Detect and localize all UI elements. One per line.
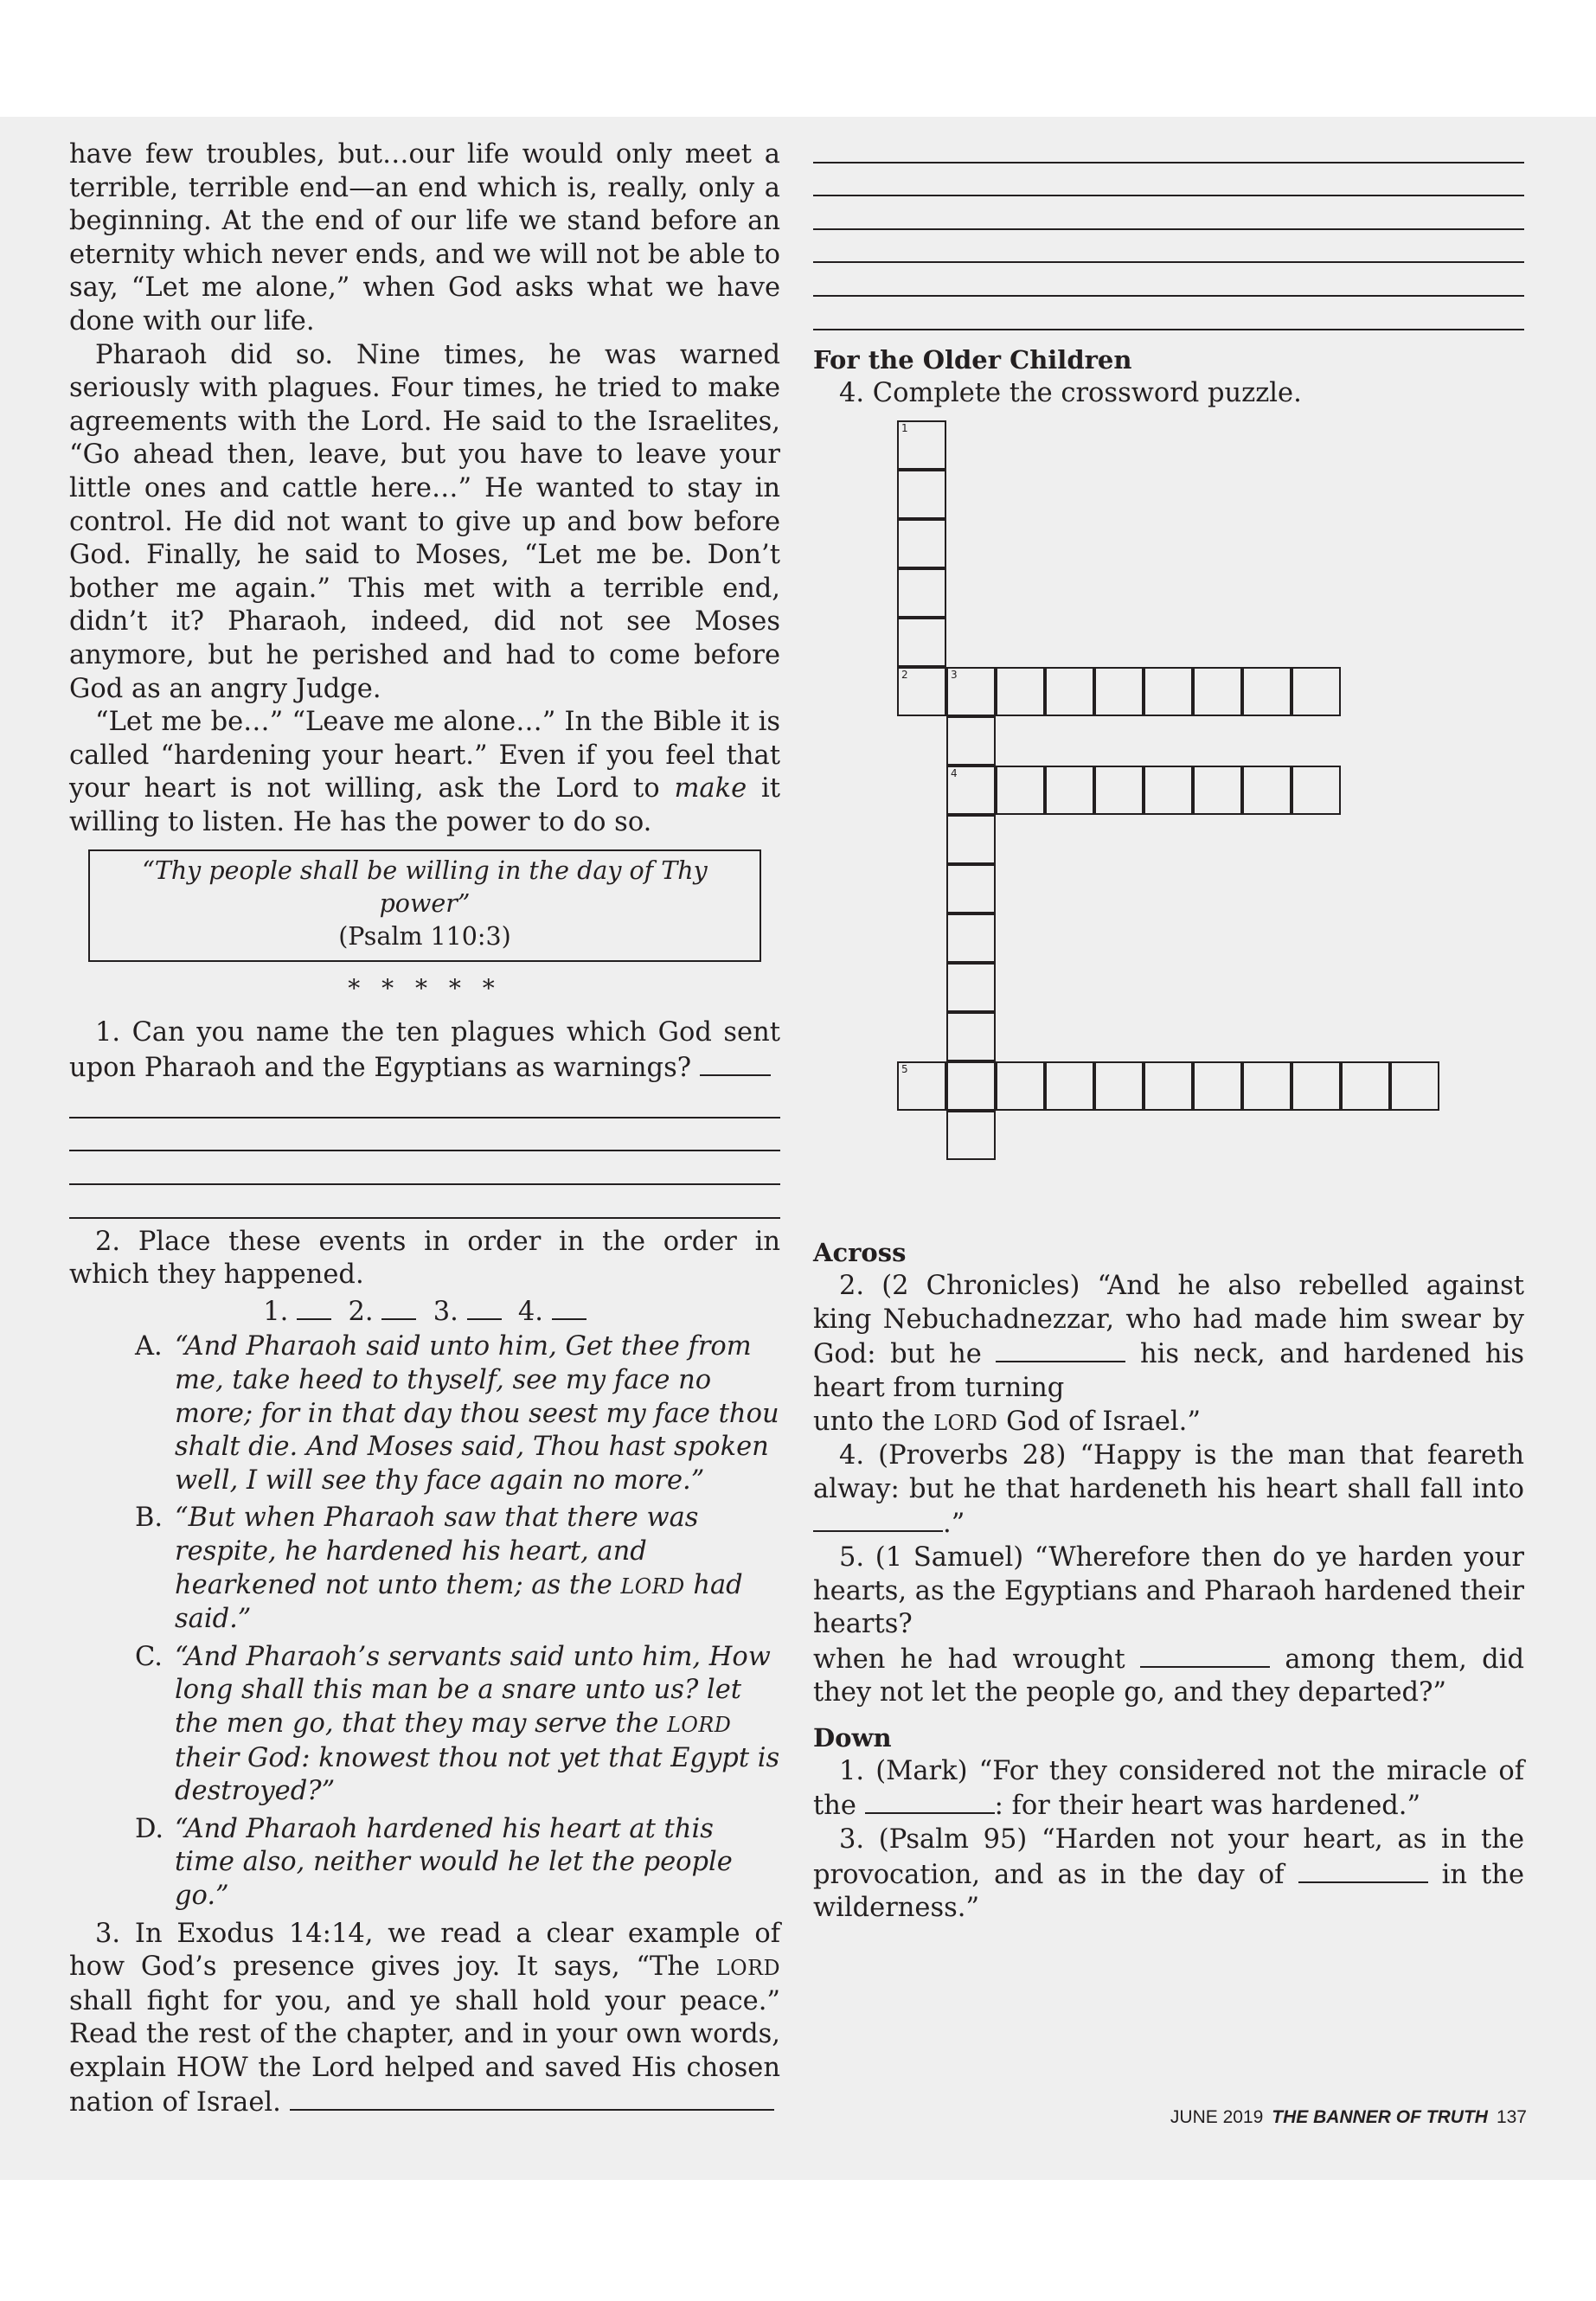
answer-line[interactable] [69,1085,780,1118]
crossword-cell[interactable] [897,618,946,667]
crossword-cell[interactable] [1193,1061,1242,1111]
event-option-a: A. “And Pharaoh said unto him, Get thee from me, take heed to thyself, see my face no more; for in that day thou seest my face thou shalt die. And Moses said, Thou hast spoken well, I will see thy face again no more.” [135,1331,779,1496]
order-blank-2[interactable] [381,1294,416,1320]
crossword-cell[interactable] [946,913,996,963]
clue-number: 1 [901,422,908,435]
crossword-cell[interactable] [1045,667,1094,716]
clue-blank[interactable] [1140,1642,1270,1668]
crossword-cell[interactable] [1242,667,1292,716]
crossword-cell[interactable] [946,1111,996,1160]
quote-reference: (Psalm 110:3) [338,922,511,952]
paragraph-troubles: have few troubles, but…our life would only meet a terrible, terrible end—an end which is, really, only a beginning. At the end of our life we stand before an eternity which never ends, and we will not be able to say, “Let me alone,” when God asks what we have done with our life. [69,139,780,336]
answer-line[interactable] [813,196,1524,230]
question-1: 1. Can you name the ten plagues which God sent upon Pharaoh and the Egyptians as warnings? [69,1017,780,1083]
crossword-cell[interactable] [1292,667,1341,716]
crossword-cell[interactable] [897,420,946,470]
across-heading: Across [813,1238,907,1268]
crossword-cell[interactable] [897,568,946,618]
crossword-cell[interactable] [1045,766,1094,815]
crossword-cell[interactable] [946,864,996,913]
magazine-name: THE BANNER OF TRUTH [1272,2107,1488,2127]
crossword-cell[interactable] [996,766,1045,815]
page-footer [1170,2107,1527,2128]
crossword-cell[interactable] [1144,1061,1193,1111]
crossword-cell[interactable] [1193,766,1242,815]
crossword-cell[interactable] [946,766,996,815]
crossword-cell[interactable] [1144,667,1193,716]
answer-line[interactable] [813,230,1524,264]
order-blank-4[interactable] [552,1294,586,1320]
clue-blank[interactable] [1298,1857,1428,1883]
answer-line[interactable] [69,1185,780,1219]
crossword-cell[interactable] [946,716,996,766]
crossword-cell[interactable] [996,667,1045,716]
answer-line[interactable] [813,163,1524,197]
order-blank-1[interactable] [297,1294,331,1320]
crossword-cell[interactable] [897,667,946,716]
quote-text: “Thy people shall be willing in the day of Thy power” [142,856,708,919]
answer-line[interactable] [813,130,1524,163]
scripture-quote-box [88,849,761,962]
crossword-cell[interactable] [1144,766,1193,815]
crossword-cell[interactable] [1045,1061,1094,1111]
paragraph-hardening: “Let me be…” “Leave me alone…” In the Bible it is called “hardening your heart.” Even if you feel that your heart is not willing, ask the Lord to make it willing to listen. He has the power to do so. [69,707,780,837]
clue-blank[interactable] [996,1336,1125,1362]
clue-number: 5 [901,1063,908,1076]
crossword-cell[interactable] [946,963,996,1012]
clue-down-3: 3. (Psalm 95) “Harden not your heart, as in the provocation, and as in the day of in the wilderness.” [813,1824,1524,1924]
paragraph-pharaoh: Pharaoh did so. Nine times, he was warned seriously with plagues. Four times, he tried to make agreements with the Lord. He said to the Israelites, “Go ahead then, leave, but you have to leave your little ones and cattle here…” He wanted to stay in control. He did not want to give up and bow before God. Finally, he said to Moses, “Let me be. Don’t bother me again.” This met with a terrible end, didn’t it? Pharaoh, indeed, did not see Moses anymore, but he perished and had to come before God as an angry Judge. [69,339,780,704]
answer-blank[interactable] [700,1050,771,1076]
event-option-b: B. “But when Pharaoh saw that there was respite, he hardened his heart, and hearkened not unto them; as the LORD had said.” [135,1503,743,1635]
crossword-cell[interactable] [946,667,996,716]
section-separator: * * * * * [348,974,502,1003]
question-4: 4. Complete the crossword puzzle. [839,377,1302,408]
answer-line[interactable] [69,1118,780,1152]
order-blank-3[interactable] [467,1294,502,1320]
clue-number: 4 [951,767,958,780]
event-options [69,1330,780,1913]
page-number: 137 [1496,2107,1527,2127]
event-option-d: D. “And Pharaoh hardened his heart at this time also, neither would he let the people go.” [135,1813,733,1911]
clue-across-2-continued: unto the LORD God of Israel.” [813,1406,1201,1437]
question-2: 2. Place these events in order in the order in which they happened. [69,1226,780,1291]
crossword-cell[interactable] [996,1061,1045,1111]
clue-blank[interactable] [865,1788,995,1814]
crossword-cell[interactable] [1242,766,1292,815]
crossword-cell[interactable] [946,1061,996,1111]
crossword-cell[interactable] [897,1061,946,1111]
clue-across-5-continued: when he had wrought among them, did they not let the people go, and they departed?” [813,1642,1524,1710]
crossword-cell[interactable] [1094,1061,1144,1111]
right-column [813,130,1524,1926]
clue-down-1: 1. (Mark) “For they considered not the miracle of the : for their heart was hardened.” [813,1755,1524,1822]
issue-date: JUNE 2019 [1170,2107,1264,2127]
answer-line[interactable] [813,297,1524,330]
crossword-grid [813,420,1524,1235]
crossword-cell[interactable] [897,470,946,519]
down-heading: Down [813,1722,892,1753]
crossword-cell[interactable] [1292,1061,1341,1111]
crossword-cell[interactable] [1341,1061,1390,1111]
order-answer-row: 1. 2. 3. 4. [69,1294,780,1330]
clue-across-5: 5. (1 Samuel) “Wherefore then do ye harden your hearts, as the Egyptians and Pharaoh hardened their hearts? [813,1541,1524,1640]
crossword-cell[interactable] [946,815,996,864]
left-column [69,138,780,2120]
answer-blank[interactable] [290,2085,774,2111]
answer-line[interactable] [69,1151,780,1185]
event-option-c: C. “And Pharaoh’s servants said unto him, How long shall this man be a snare unto us? let the men go, that they may serve the LORD their God: knowest thou not yet that Egypt is destroyed?” [135,1641,780,1807]
crossword-cell[interactable] [1094,667,1144,716]
clue-number: 3 [951,669,958,682]
crossword-cell[interactable] [946,1012,996,1061]
clue-blank[interactable] [813,1506,943,1532]
older-children-heading: For the Older Children [813,344,1132,375]
crossword-cell[interactable] [1242,1061,1292,1111]
crossword-cell[interactable] [1094,766,1144,815]
question-3: 3. In Exodus 14:14, we read a clear example of how God’s presence gives joy. It says, “The LORD shall fight for you, and ye shall hold your peace.” Read the rest of the chapter, and in your own words, explain HOW the Lord helped and saved His chosen nation of Israel. [69,1918,780,2118]
clue-number: 2 [901,669,908,682]
answer-line[interactable] [813,263,1524,297]
crossword-cell[interactable] [1193,667,1242,716]
crossword-cell[interactable] [1292,766,1341,815]
crossword-cell[interactable] [1390,1061,1439,1111]
clue-across-4: 4. (Proverbs 28) “Happy is the man that feareth alway: but he that hardeneth his heart shall fall into .” [813,1440,1524,1540]
crossword-cell[interactable] [897,519,946,568]
clue-across-2: 2. (2 Chronicles) “And he also rebelled against king Nebuchadnezzar, who had made him swear by God: but he his neck, and hardened his heart from turning [813,1271,1524,1403]
